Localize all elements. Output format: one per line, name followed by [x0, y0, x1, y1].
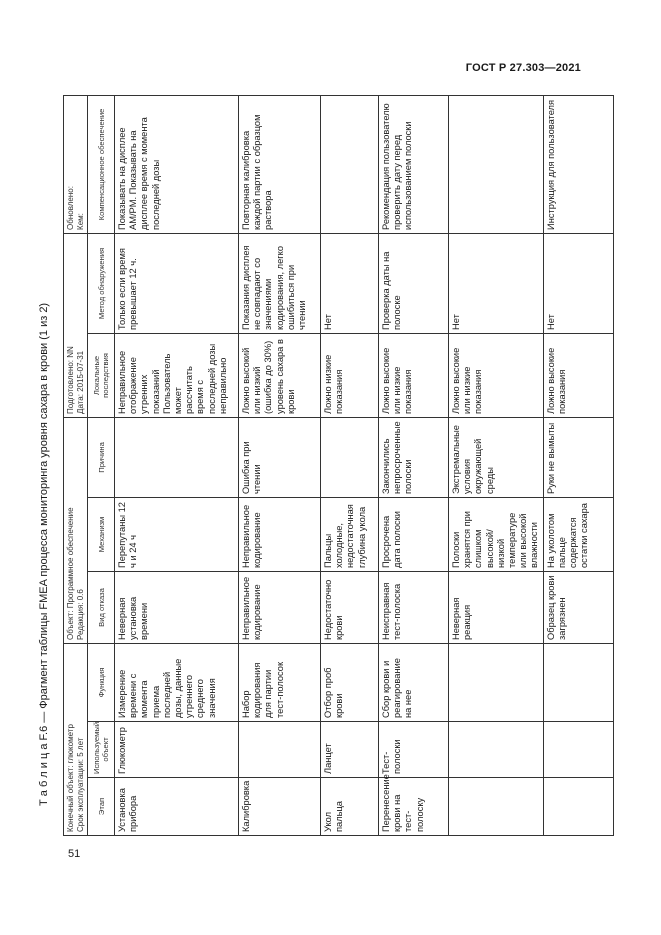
fmea-table-container — [63, 96, 590, 836]
table-cell: Повторная калибровка каждой партии с образцом раствора — [239, 95, 321, 233]
table-cell: Неправильное кодирование — [239, 497, 321, 571]
meta-prepared: Подготовлено: NN Дата: 2015-07-31 — [64, 233, 88, 417]
meta-row — [64, 95, 88, 835]
table-cell: Нет — [543, 233, 613, 333]
table-cell: Укол пальца — [321, 778, 379, 836]
table-row — [449, 95, 544, 835]
table-cell: Перепутаны 12 ч и 24 ч — [115, 497, 239, 571]
table-cell: Только если время превышает 12 ч. — [115, 233, 239, 333]
table-cell — [239, 722, 321, 778]
table-cell: Тест-полоски — [379, 722, 449, 778]
table-cell — [321, 95, 379, 233]
document-header: ГОСТ Р 27.303—2021 — [465, 62, 581, 74]
table-row — [543, 95, 613, 835]
table-cell: Сбор крови и реагирование на нее — [379, 643, 449, 721]
table-cell — [449, 643, 544, 721]
table-cell: Нет — [321, 233, 379, 333]
table-row — [239, 95, 321, 835]
table-cell: Показывать на дисплее AM/PM. Показывать на дисплее время с момента последней дозы — [115, 95, 239, 233]
column-header: Компенсационное обеспечение — [88, 95, 115, 233]
table-cell: Ложно высокий или низкий (ошибка до 30%) уровень сахара в крови — [239, 333, 321, 417]
column-header-row — [88, 95, 115, 835]
table-cell: Экстремальные условия окружающей среды — [449, 417, 544, 497]
table-cell: Неисправная тест-полоска — [379, 571, 449, 643]
table-cell: Образец крови загрязнен — [543, 571, 613, 643]
table-row — [115, 95, 239, 835]
table-cell: Калибровка — [239, 778, 321, 836]
meta-updated: Обновлено: Кем: — [64, 95, 88, 233]
table-cell: Перенесение крови на тест-полоску — [379, 778, 449, 836]
table-cell: Глюкометр — [115, 722, 239, 778]
table-cell: Пальцы холодные, недостаточная глубина укола — [321, 497, 379, 571]
table-cell: Просрочена дата полоски — [379, 497, 449, 571]
table-cell — [321, 417, 379, 497]
column-header: Причина — [88, 417, 115, 497]
table-cell: Ложно высокие или низкие показания — [449, 333, 544, 417]
table-cell — [449, 778, 544, 836]
table-cell: Ошибка при чтении — [239, 417, 321, 497]
table-cell: Ложно высокие показания — [543, 333, 613, 417]
page-number: 51 — [68, 848, 81, 860]
table-cell: Ложно низкие показания — [321, 333, 379, 417]
meta-software: Объект: Программное обеспечение Редакция: 0.6 — [64, 417, 88, 643]
fmea-table — [63, 95, 614, 836]
table-cell: Набор кодирования для партии тест-полосок — [239, 643, 321, 721]
table-cell: Неправильное кодирование — [239, 571, 321, 643]
table-row — [321, 95, 379, 835]
table-cell: Показания дисплея не совпадают со значениями кодирования, легко ошибиться при чтении — [239, 233, 321, 333]
table-cell — [543, 778, 613, 836]
table-cell: Неправильное отображение утренних показаний Пользователь может рассчитать время с последней дозы неправильно — [115, 333, 239, 417]
table-cell: Неверная реакция — [449, 571, 544, 643]
table-cell: Ложно высокие или низкие показания — [379, 333, 449, 417]
column-header: Этап — [88, 778, 115, 836]
table-cell: Полоски хранятся при слишком высокой/низкой температуре или высокой влажности — [449, 497, 544, 571]
table-cell — [449, 95, 544, 233]
table-cell: Закончились непросроченные полоски — [379, 417, 449, 497]
table-cell: Рекомендация пользователю проверить дату перед использованием полоски — [379, 95, 449, 233]
column-header: Вид отказа — [88, 571, 115, 643]
column-header: Метод обнаружения — [88, 233, 115, 333]
table-cell: Проверка даты на полоске — [379, 233, 449, 333]
table-cell: Нет — [449, 233, 544, 333]
table-cell: Неверная установка времени — [115, 571, 239, 643]
table-cell — [115, 417, 239, 497]
table-cell — [543, 722, 613, 778]
table-cell: На уколотом пальце содержатся остатки сахара — [543, 497, 613, 571]
table-cell: Измерение времени с момента приема последней дозы, данные утреннего среднего значения — [115, 643, 239, 721]
table-caption: Т а б л и ц а F.6 — Фрагмент таблицы FMEA процесса мониторинга уровня сахара в крови (1 из 2) — [38, 302, 50, 806]
table-cell: Недостаточно крови — [321, 571, 379, 643]
column-header: Механизм — [88, 497, 115, 571]
table-cell: Отбор проб крови — [321, 643, 379, 721]
column-header: Используемый объект — [88, 722, 115, 778]
table-row — [379, 95, 449, 835]
table-cell — [449, 722, 544, 778]
meta-object: Конечный объект: глюкометр Срок эксплуатации: 5 лет — [64, 643, 88, 835]
table-cell — [543, 643, 613, 721]
table-cell: Инструкция для пользователя — [543, 95, 613, 233]
table-cell: Руки не вымыты — [543, 417, 613, 497]
table-cell: Ланцет — [321, 722, 379, 778]
table-cell: Установка прибора — [115, 778, 239, 836]
column-header: Локальные последствия — [88, 333, 115, 417]
column-header: Функция — [88, 643, 115, 721]
